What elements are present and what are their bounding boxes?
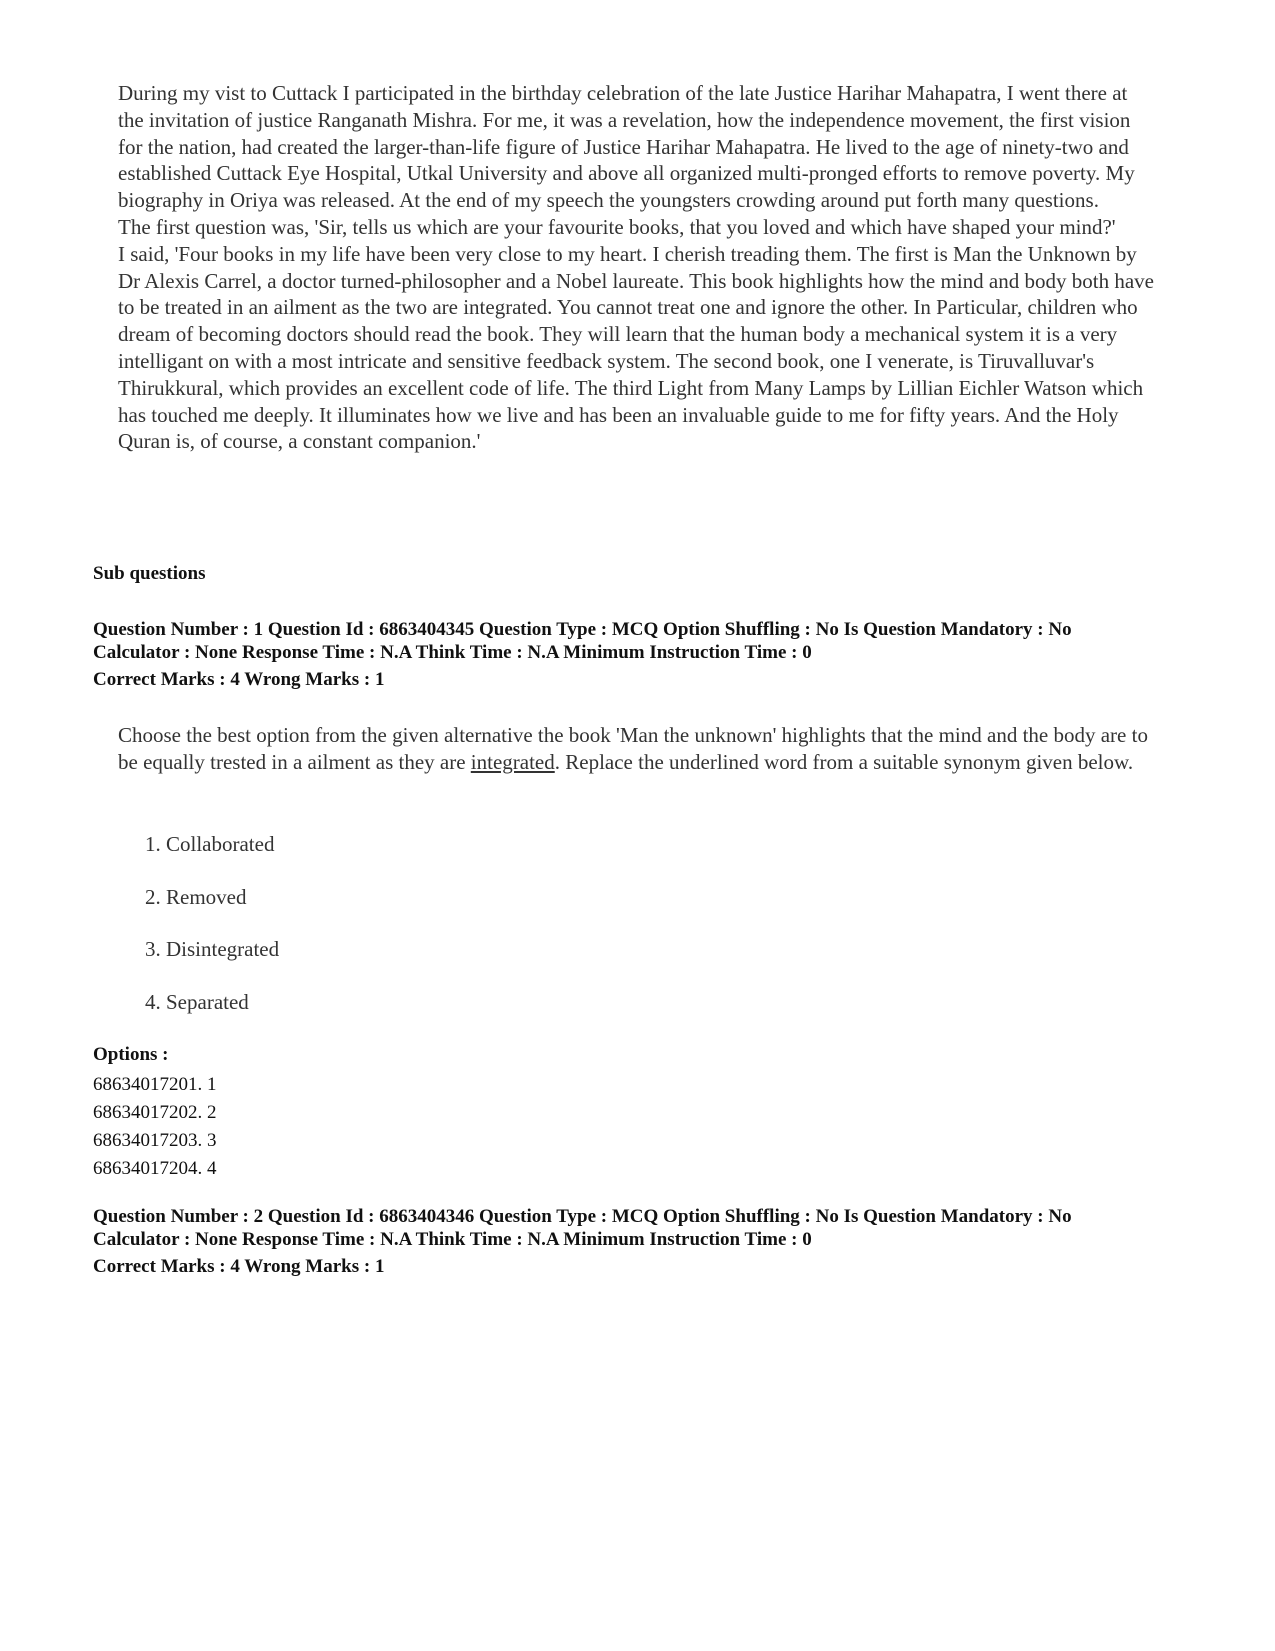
option-item: 68634017201. 1 <box>93 1074 217 1095</box>
options-title: Options : <box>93 1044 169 1065</box>
passage-paragraph: The first question was, 'Sir, tells us which are your favourite books, that you loved and which have shaped your mind?' <box>118 214 1116 239</box>
question-1-meta-line2: Calculator : None Response Time : N.A Think Time : N.A Minimum Instruction Time : 0 <box>93 642 812 663</box>
question-1-stem-after: . Replace the underlined word from a suitable synonym given below. <box>554 749 1134 774</box>
choice-item: 3. Disintegrated <box>145 937 280 961</box>
comprehension-passage <box>118 80 1158 455</box>
question-1-stem-before: Choose the best option from the given alternative the book 'Man the unknown' highlights that the mind and the body are to be equally trested in a ailment as they are <box>118 723 1148 774</box>
passage-paragraph: During my vist to Cuttack I participated in the birthday celebration of the late Justice Harihar Mahapatra, I went there at the invitation of justice Ranganath Mishra. For me, it was a revelation, how the independence movement, the first vision for the nation, had created the larger-than-life figure of Justice Harihar Mahapatra. He lived to the age of ninety-two and established Cuttack Eye Hospital, Utkal University and above all organized multi-pronged efforts to remove poverty. My biography in Oriya was released. At the end of my speech the youngsters crowding around put forth many questions. <box>118 81 1135 213</box>
option-item: 68634017204. 4 <box>93 1158 217 1179</box>
question-1-stem-underlined: integrated <box>470 749 555 774</box>
question-1-marks: Correct Marks : 4 Wrong Marks : 1 <box>93 669 385 690</box>
question-1-options <box>93 1071 217 1183</box>
option-item: 68634017202. 2 <box>93 1102 217 1123</box>
option-item: 68634017203. 3 <box>93 1130 217 1151</box>
sub-questions-heading: Sub questions <box>93 563 206 584</box>
choice-item: 4. Separated <box>145 989 249 1014</box>
question-1-meta-line1: Question Number : 1 Question Id : 6863404345 Question Type : MCQ Option Shuffling : No Is Question Mandatory : No <box>93 619 1072 640</box>
passage-paragraph: I said, 'Four books in my life have been very close to my heart. I cherish treading them. The first is Man the Unknown by Dr Alexis Carrel, a doctor turned-philosopher and a Nobel laureate. This book highlights how the mind and body both have to be treated in an ailment as the two are integrated. You cannot treat one and ignore the other. In Particular, children who dream of becoming doctors should read the book. They will learn that the human body a mechanical system it is a very intelligant on with a most intricate and sensitive feedback system. The second book, one I venerate, is Tiruvalluvar's Thirukkural, which provides an excellent code of life. The third Light from Many Lamps by Lillian Eichler Watson which has touched me deeply. It illuminates how we live and has been an invaluable guide to me for fifty years. And the Holy Quran is, of course, a constant companion.' <box>118 241 1154 454</box>
question-2-meta <box>93 1205 1193 1278</box>
question-1-meta <box>93 618 1193 691</box>
question-1-stem <box>118 722 1158 776</box>
question-1-choices <box>145 831 279 1041</box>
question-2-meta-line2: Calculator : None Response Time : N.A Think Time : N.A Minimum Instruction Time : 0 <box>93 1229 812 1250</box>
question-2-meta-line1: Question Number : 2 Question Id : 6863404346 Question Type : MCQ Option Shuffling : No Is Question Mandatory : No <box>93 1206 1072 1227</box>
choice-item: 1. Collaborated <box>145 832 275 856</box>
choice-item: 2. Removed <box>145 884 247 909</box>
question-2-marks: Correct Marks : 4 Wrong Marks : 1 <box>93 1256 385 1277</box>
